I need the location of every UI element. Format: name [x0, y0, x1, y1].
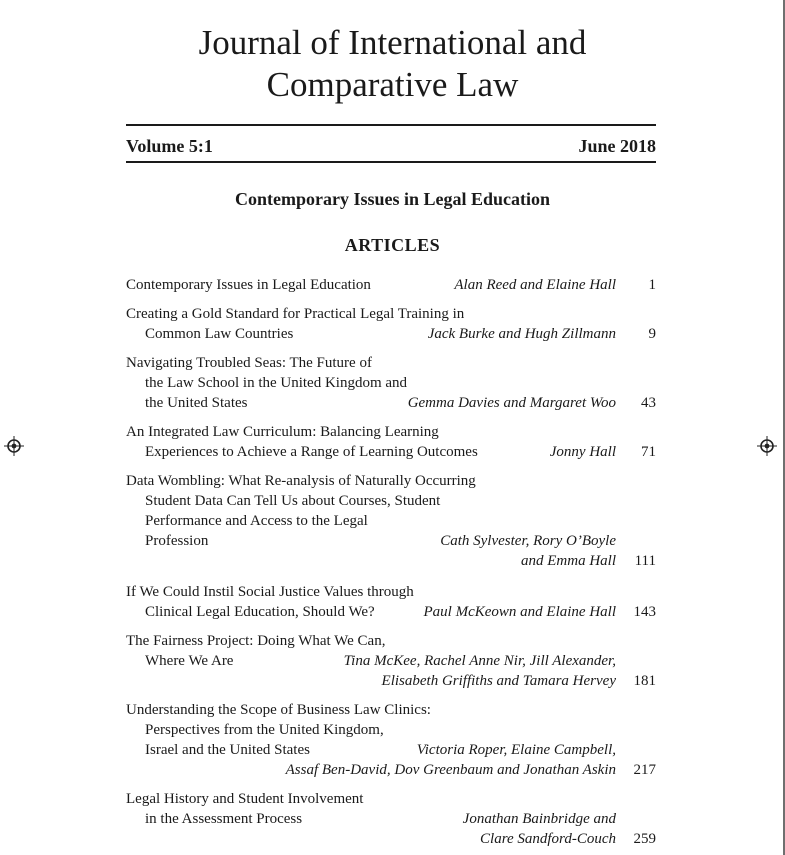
- article-authors: Jack Burke and Hugh Zillmann: [427, 326, 616, 342]
- article-page-number: 217: [633, 762, 656, 778]
- article-authors: Cath Sylvester, Rory O’Boyle: [440, 533, 616, 549]
- article-authors: Tina McKee, Rachel Anne Nir, Jill Alexander,: [343, 653, 616, 669]
- article-title-line: Israel and the United States: [145, 742, 310, 758]
- registration-mark-icon: [757, 436, 777, 456]
- issue-date: June 2018: [578, 136, 656, 156]
- article-title-line: Where We Are: [145, 653, 234, 669]
- volume-number: Volume 5:1: [126, 136, 213, 156]
- article-page-number: 1: [648, 277, 656, 293]
- article-authors: Clare Sandford-Couch: [480, 831, 616, 847]
- article-title-line: If We Could Instil Social Justice Values through: [126, 584, 414, 600]
- article-page-number: 111: [634, 553, 656, 569]
- article-page-number: 143: [633, 604, 656, 620]
- article-page-number: 9: [648, 326, 656, 342]
- article-page-number: 71: [641, 444, 656, 460]
- article-authors: Assaf Ben-David, Dov Greenbaum and Jonathan Askin: [285, 762, 616, 778]
- article-title-line: Experiences to Achieve a Range of Learning Outcomes: [145, 444, 478, 460]
- article-title-line: Student Data Can Tell Us about Courses, Student: [145, 493, 441, 509]
- article-title-line: Understanding the Scope of Business Law Clinics:: [126, 702, 431, 718]
- article-authors: Elisabeth Griffiths and Tamara Hervey: [381, 673, 616, 689]
- article-authors: Gemma Davies and Margaret Woo: [407, 395, 616, 411]
- article-authors: Jonathan Bainbridge and: [462, 811, 616, 827]
- issue-theme: Contemporary Issues in Legal Education: [234, 189, 551, 209]
- journal-title-line1: Journal of International and: [198, 23, 587, 62]
- article-title-line: Clinical Legal Education, Should We?: [145, 604, 375, 620]
- journal-title: [0, 22, 785, 106]
- registration-mark-icon: [4, 436, 24, 456]
- bottom-rule: [126, 161, 656, 163]
- article-title-line: Performance and Access to the Legal: [145, 513, 368, 529]
- article-authors: Jonny Hall: [549, 444, 616, 460]
- article-authors: Victoria Roper, Elaine Campbell,: [416, 742, 616, 758]
- article-title-line: Creating a Gold Standard for Practical Legal Training in: [126, 306, 465, 322]
- article-title-line: Profession: [145, 533, 209, 549]
- article-title-line: Data Wombling: What Re-analysis of Naturally Occurring: [126, 473, 476, 489]
- article-title-line: Common Law Countries: [145, 326, 294, 342]
- article-title-line: the United States: [145, 395, 248, 411]
- volume-row: [126, 135, 656, 157]
- article-title-line: Legal History and Student Involvement: [126, 791, 364, 807]
- article-title-line: the Law School in the United Kingdom and: [145, 375, 408, 391]
- article-page-number: 181: [633, 673, 656, 689]
- article-title-line: An Integrated Law Curriculum: Balancing Learning: [126, 424, 439, 440]
- article-authors: Paul McKeown and Elaine Hall: [423, 604, 616, 620]
- article-title-line: in the Assessment Process: [145, 811, 303, 827]
- article-authors: and Emma Hall: [521, 553, 616, 569]
- article-authors: Alan Reed and Elaine Hall: [454, 277, 616, 293]
- article-title-line: The Fairness Project: Doing What We Can,: [126, 633, 386, 649]
- section-heading: ARTICLES: [344, 235, 441, 255]
- journal-title-line2: Comparative Law: [266, 65, 519, 104]
- article-title-line: Navigating Troubled Seas: The Future of: [126, 355, 372, 371]
- top-rule: [126, 124, 656, 126]
- article-title-line: Perspectives from the United Kingdom,: [145, 722, 384, 738]
- article-page-number: 43: [641, 395, 656, 411]
- article-page-number: 259: [633, 831, 656, 847]
- article-title-line: Contemporary Issues in Legal Education: [126, 277, 371, 293]
